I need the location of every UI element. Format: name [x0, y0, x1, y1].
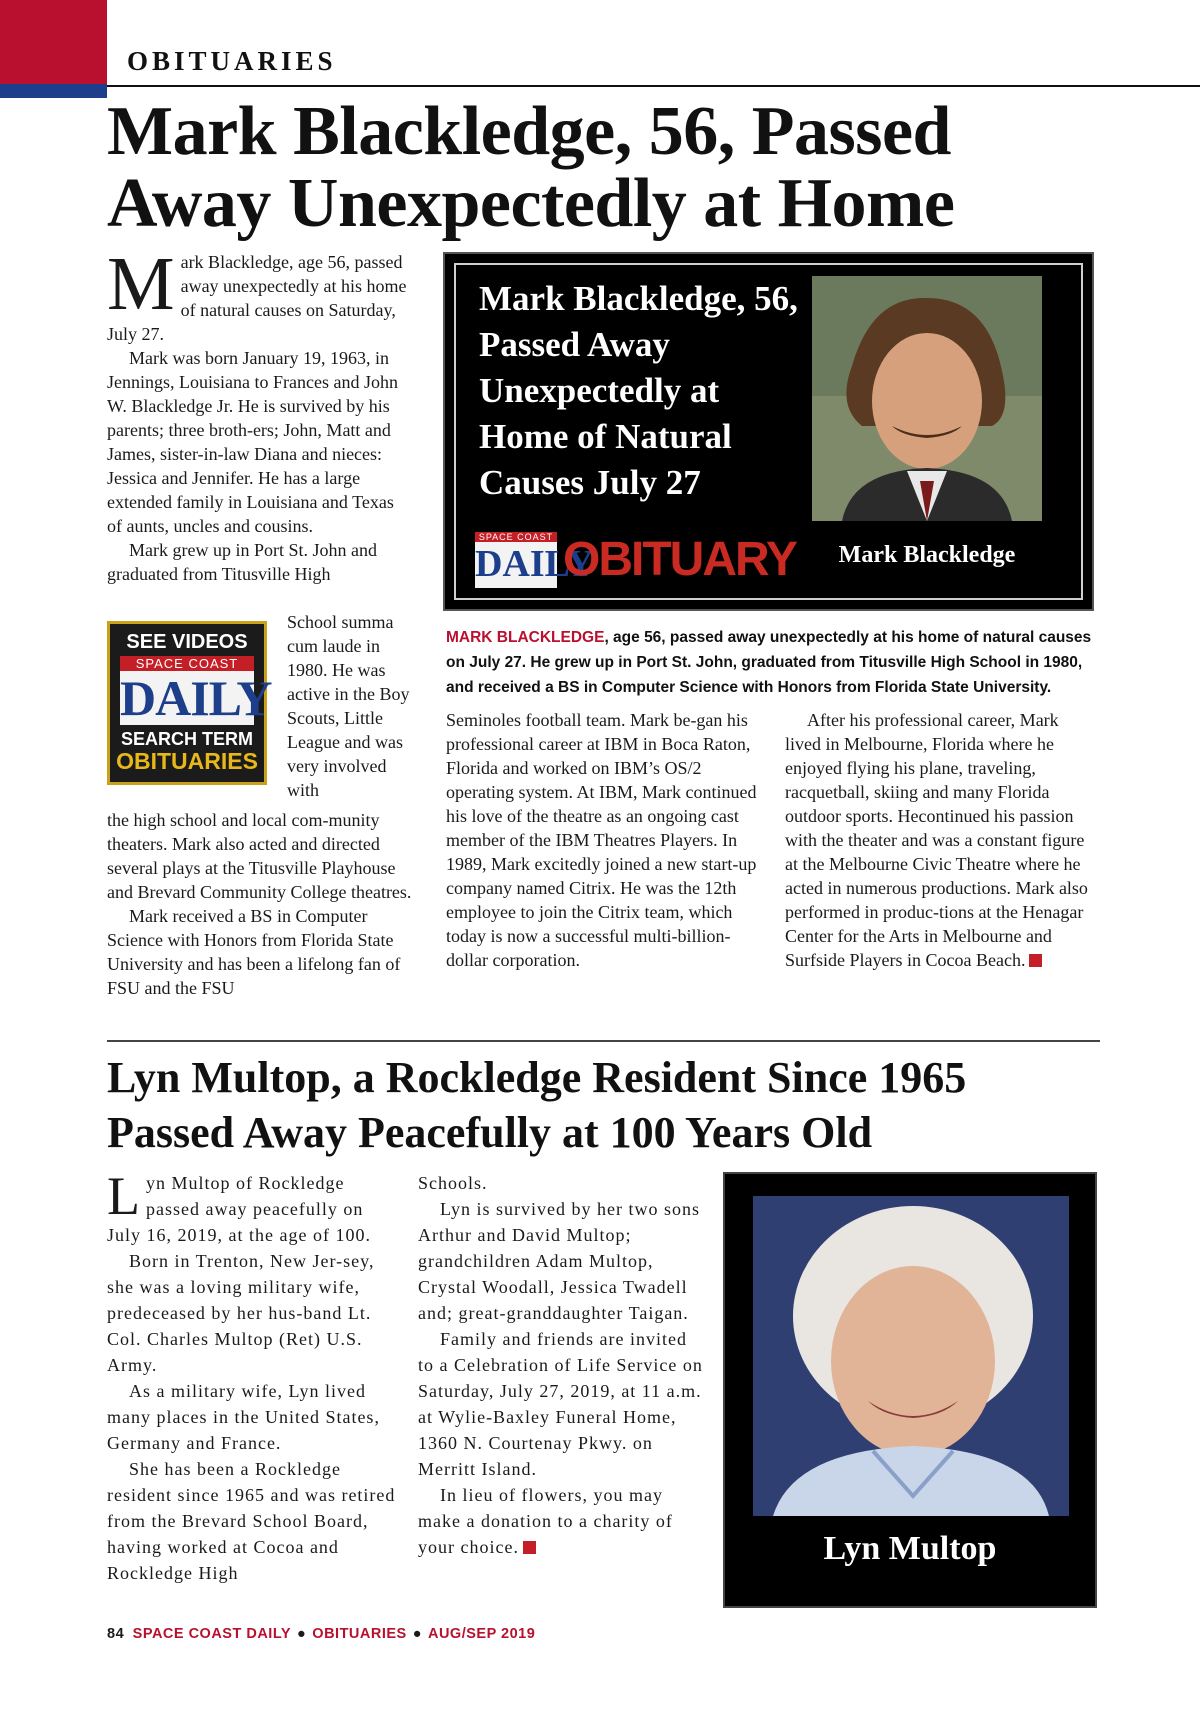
promo-box[interactable]	[107, 621, 272, 785]
article1-headline	[107, 93, 1167, 242]
promo-search-term: SEARCH TERM	[120, 729, 253, 749]
paragraph: She has been a Rockledge resident since 1965 and was retired from the Brevard School Board, having worked at Cocoa and Rockledge High	[107, 1459, 396, 1583]
brand-logo: SPACE COAST DAILY	[475, 532, 557, 588]
article1-headline-line2: Away Unexpectedly at Home	[107, 165, 955, 242]
paragraph: School summa cum laude in 1980. He was active in the Boy Scouts, Little League and was very involved with	[287, 612, 410, 800]
paragraph: Family and friends are invited to a Celebration of Life Service on Saturday, July 27, 2019, at 11 a.m. at Wylie-Baxley Funeral Home, 1360 N. Courtenay Pkwy. on Merritt Island.	[418, 1329, 703, 1479]
article1-column1-wrap	[287, 610, 413, 802]
footer-issue: AUG/SEP 2019	[427, 1626, 536, 1642]
top-rule	[107, 85, 1200, 87]
paragraph: Lyn is survived by her two sons Arthur and David Multop; grandchildren Adam Multop, Crystal Woodall, Jessica Twadell and; great-granddaughter Taigan.	[418, 1199, 700, 1323]
paragraph: After his professional career, Mark lived in Melbourne, Florida where he enjoyed flying his plane, traveling, racquetball, skiing and many Florida outdoor sports. Hecontinued his passion with the theater and was a constant figure at the Melbourne Civic Theatre where he acted in numerous productions. Mark also performed in produc-tions at the Henagar Center for the Arts in Melbourne and Surfside Players in Cocoa Beach.	[785, 710, 1088, 970]
article2-headline	[107, 1050, 1107, 1160]
article1-column1-bottom	[107, 808, 413, 1000]
paragraph: Mark received a BS in Computer Science with Honors from Florida State University and has been a lifelong fan of FSU and the FSU	[107, 906, 401, 998]
paragraph: Schools.	[418, 1173, 488, 1193]
portrait-name: Lyn Multop	[823, 1530, 997, 1567]
obituary-badge: OBITUARY	[563, 533, 796, 586]
portrait-illustration	[753, 1196, 1069, 1516]
paragraph: the high school and local com-munity theaters. Mark also acted and directed several plays at the Titusville Playhouse and Brevard Community College theatres.	[107, 810, 412, 902]
bullet-icon: ●	[412, 1626, 422, 1642]
paragraph: Mark grew up in Port St. John and graduated from Titusville High	[107, 540, 377, 584]
footer-section: OBITUARIES	[312, 1626, 407, 1642]
portrait-photo	[753, 1196, 1069, 1516]
promo-brand-top: SPACE COAST	[120, 656, 254, 671]
promo-obituaries: OBITUARIES	[116, 748, 258, 774]
article1-headline-line1: Mark Blackledge, 56, Passed	[107, 93, 951, 170]
portrait-illustration	[812, 276, 1042, 521]
article1-column3	[785, 708, 1097, 972]
article1-column1-top	[107, 242, 413, 586]
page-number: 84	[107, 1626, 125, 1642]
caption-name: MARK BLACKLEDGE	[446, 629, 605, 646]
section-label: OBITUARIES	[127, 46, 337, 76]
dropcap: L	[107, 1166, 141, 1226]
paragraph: As a military wife, Lyn lived many places in the United States, Germany and France.	[107, 1381, 380, 1453]
article2-column1	[107, 1166, 397, 1586]
feature-name: Mark Blackledge	[838, 542, 1016, 568]
paragraph: In lieu of flowers, you may make a donation to a charity of your choice.	[418, 1485, 673, 1557]
paragraph: ark Blackledge, age 56, passed away unexpectedly at his home of natural causes on Saturday, July 27.	[107, 252, 407, 344]
promo-see-videos: SEE VIDEOS	[126, 631, 248, 653]
feature-title: Mark Blackledge, 56, Passed Away Unexpectedly at Home of Natural Causes July 27	[479, 279, 798, 502]
article1-column2	[446, 708, 760, 972]
article2-column2	[418, 1170, 703, 1560]
dropcap: M	[107, 242, 175, 326]
end-mark-icon	[523, 1541, 536, 1554]
page-footer	[107, 1626, 535, 1642]
corner-accent-red	[0, 0, 107, 84]
paragraph: Mark was born January 19, 1963, in Jennings, Louisiana to Frances and John W. Blackledge Jr. He is survived by his parents; three broth-ers; John, Matt and James, sister-in-law Diana and nieces: Jessica and Jennifer. He has a large extended family in Louisiana and Texas of aunts, uncles and cousins.	[107, 348, 398, 536]
feature-graphic	[443, 252, 1094, 611]
section-divider	[107, 1040, 1100, 1042]
paragraph: yn Multop of Rockledge passed away peacefully on July 16, 2019, at the age of 100.	[107, 1173, 371, 1245]
paragraph: Seminoles football team. Mark be-gan his professional career at IBM in Boca Raton, Florida and worked on IBM’s OS/2 operating system. At IBM, Mark continued his love of the theatre as an ongoing cast member of the IBM Theatres Players. In 1989, Mark excitedly joined a new start-up company named Citrix. He was the 12th employee to join the Citrix team, which today is now a successful multi-billion-dollar corporation.	[446, 710, 757, 970]
caption-text: , age 56, passed away unexpectedly at his home of natural causes on July 27. He grew up in Port St. John, graduated from Titusville High School in 1980, and received a BS in Computer Science with Honors from Florida State University.	[446, 629, 1092, 696]
footer-publication: SPACE COAST DAILY	[132, 1626, 292, 1642]
portrait-frame	[723, 1172, 1097, 1608]
portrait-photo	[812, 276, 1042, 521]
paragraph: Born in Trenton, New Jer-sey, she was a loving military wife, predeceased by her hus-band Lt. Col. Charles Multop (Ret) U.S. Army.	[107, 1251, 375, 1375]
promo-brand-logo: DAILY	[120, 670, 272, 726]
corner-accent-blue	[0, 84, 107, 98]
article2-headline-line1: Lyn Multop, a Rockledge Resident Since 1965	[107, 1053, 967, 1102]
end-mark-icon	[1029, 954, 1042, 967]
photo-caption	[446, 625, 1096, 700]
bullet-icon: ●	[297, 1626, 307, 1642]
article2-headline-line2: Passed Away Peacefully at 100 Years Old	[107, 1108, 873, 1157]
